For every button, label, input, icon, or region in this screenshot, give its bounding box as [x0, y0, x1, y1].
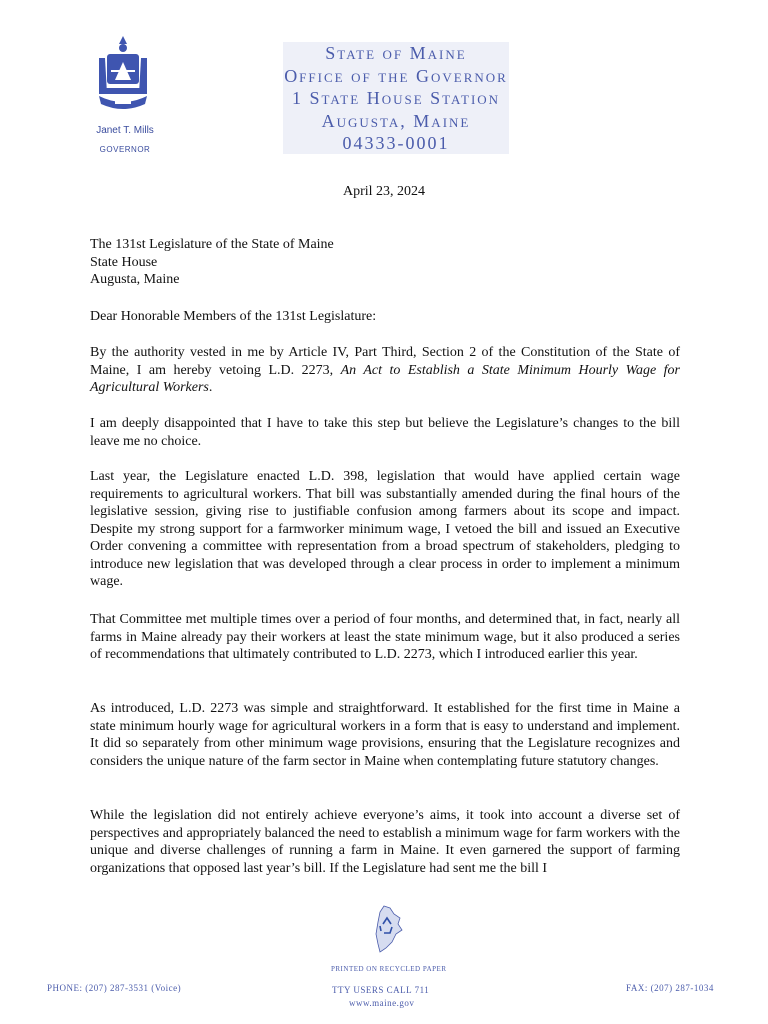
maine-map-recycle-icon: [370, 904, 404, 954]
letterhead: [0, 0, 768, 170]
paragraph-veto-text: By the authority vested in me by Article IV, Part Third, Section 2 of the Constitution of the State of Maine, I am hereby vetoing L.D. 2273,: [90, 345, 680, 378]
tty-note: TTY USERS CALL 711: [332, 985, 430, 995]
recycled-paper-note: PRINTED ON RECYCLED PAPER: [331, 965, 447, 973]
address-line-state: State of Maine: [325, 43, 467, 63]
governor-title: GOVERNOR: [99, 145, 151, 154]
governor-name: Janet T. Mills: [96, 125, 154, 136]
paragraph-disappointed: I am deeply disappointed that I have to take this step but believe the Legislature’s changes to the bill leave me no choice.: [90, 416, 680, 449]
website-link[interactable]: www.maine.gov: [349, 998, 415, 1008]
paragraph-veto: [90, 344, 680, 397]
letter-date: April 23, 2024: [342, 184, 426, 199]
phone-number: PHONE: (207) 287-3531 (Voice): [47, 983, 182, 993]
address-line-station: 1 State House Station: [291, 88, 501, 108]
recipient-line: State House: [90, 254, 158, 270]
recipient-line: The 131st Legislature of the State of Maine: [90, 237, 334, 252]
paragraph-committee: That Committee met multiple times over a period of four months, and determined that, in fact, nearly all farms in Maine already pay their workers at least the state minimum wage, but it also produced a series of recommendations that ultimately contributed to L.D. 2273, which I introduced earlier this year.: [90, 612, 680, 662]
address-line-city: Augusta, Maine: [321, 110, 471, 131]
maine-state-seal-icon: [93, 34, 153, 120]
office-address: [283, 42, 509, 154]
salutation: Dear Honorable Members of the 131st Legislature:: [90, 309, 377, 324]
address-line-office: Office of the Governor: [284, 65, 508, 86]
paragraph-last-year: Last year, the Legislature enacted L.D. 398, legislation that would have applied certain wage requirements to agricultural workers. That bill was substantially amended during the final hours of the legislative session, giving rise to justifiable confusion among farmers about its scope and impact. Despite my strong support for a farmworker minimum wage, I vetoed the bill and issued an Executive Order convening a committee with representation from a broad spectrum of stakeholders, pledging to introduce new legislation that was developed through a clear process in order to implement a minimum wage.: [90, 469, 680, 589]
paragraph-as-introduced: As introduced, L.D. 2273 was simple and straightforward. It established for the first time in Maine a state minimum hourly wage for agricultural workers in a form that is easy to understand and implement. It did so separately from other minimum wage provisions, ensuring that the Legislature recognizes and considers the unique nature of the farm sector in Maine when contemplating future statutory changes.: [90, 701, 680, 769]
fax-number: FAX: (207) 287-1034: [626, 983, 714, 993]
paragraph-veto-end: .: [208, 380, 213, 395]
recipient-block: [90, 236, 680, 289]
address-line-zip: 04333-0001: [342, 133, 450, 153]
paragraph-legislation-aims: While the legislation did not entirely achieve everyone’s aims, it took into account a diverse set of perspectives and appropriately balanced the need to establish a minimum wage for farm workers with the unique and diverse challenges of running a farm in Maine. It even garnered the support of farming organizations that opposed last year’s bill. If the Legislature had sent me the bill I: [90, 808, 680, 876]
bill-title: An Act to Establish a State Minimum Hourly Wage for Agricultural Workers: [90, 362, 680, 395]
recipient-line: Augusta, Maine: [90, 272, 180, 287]
